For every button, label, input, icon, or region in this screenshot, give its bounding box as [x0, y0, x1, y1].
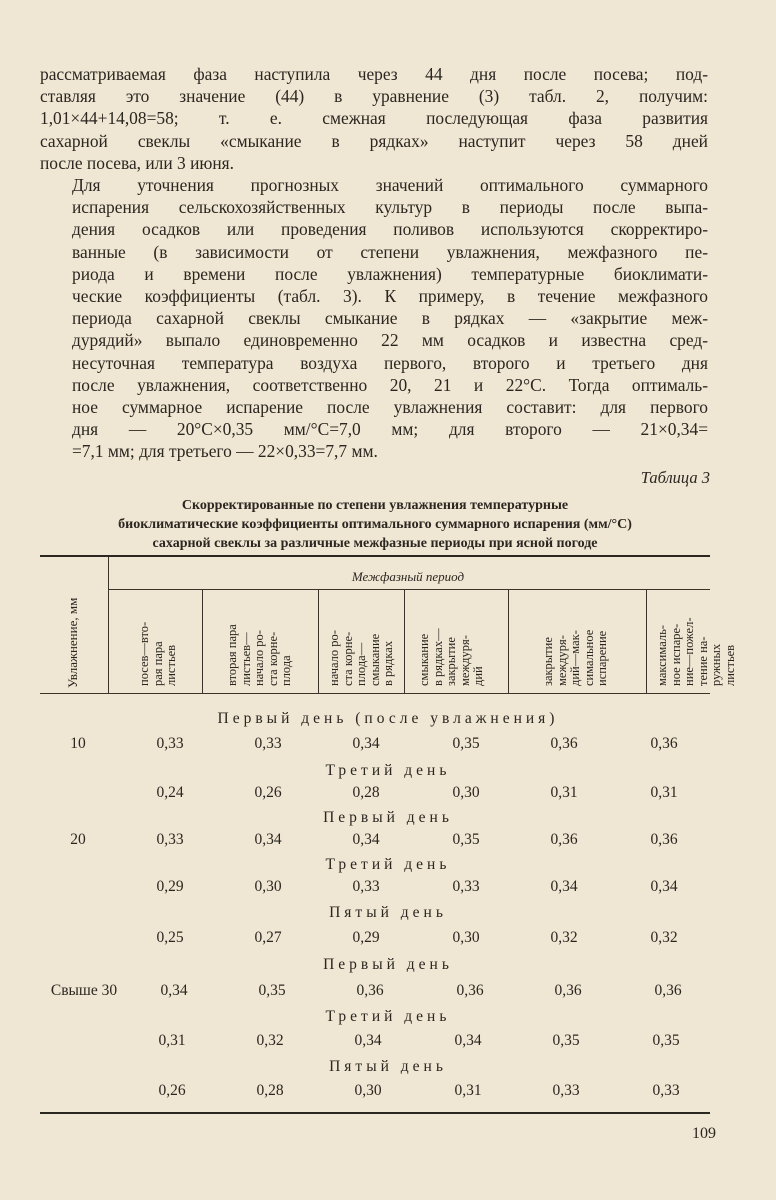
- table-cell: 0,30: [452, 784, 480, 801]
- header-line: в рядках: [381, 640, 395, 686]
- section-label: Первый день (после увлажнения): [217, 710, 559, 727]
- table-cell: 0,33: [156, 831, 184, 848]
- table-cell: 0,32: [650, 929, 678, 946]
- table-cell: 0,30: [354, 1082, 382, 1099]
- table-cell: 0,28: [256, 1082, 284, 1099]
- header-line: рая пара: [150, 641, 165, 686]
- header-line: максималь-: [655, 625, 669, 686]
- text-line: ванные (в зависимости от степени увлажнения, межфазного пе-: [72, 241, 708, 262]
- header-line: в рядках—: [430, 628, 445, 686]
- table-cell: 0,34: [254, 831, 282, 848]
- row-label: 10: [70, 735, 86, 752]
- text-line: ческие коэффициенты (табл. 3). К примеру, в течение межфазного: [72, 286, 708, 307]
- column-header-2: [226, 624, 294, 686]
- text-line: риода и времени после увлажнения) температурные биоклимати-: [72, 263, 708, 284]
- table-cell: 0,32: [550, 929, 578, 946]
- table-cell: 0,35: [452, 831, 480, 848]
- table-cell: 0,34: [160, 982, 188, 999]
- section-label: Пятый день: [329, 904, 447, 921]
- caption-line: Скорректированные по степени увлажнения температурные: [181, 498, 569, 513]
- header-line: плода: [279, 655, 293, 686]
- paragraph-2: [40, 174, 708, 463]
- table-cell: 0,36: [356, 982, 384, 999]
- column-divider: [508, 590, 509, 693]
- column-header-1: [138, 622, 179, 686]
- table-cell: 0,34: [550, 878, 578, 895]
- section-label: Первый день: [323, 809, 453, 826]
- header-line: ста корне-: [340, 631, 355, 686]
- header-line: листьев: [722, 644, 737, 686]
- column-divider: [318, 590, 319, 693]
- header-line: дий: [471, 666, 485, 686]
- header-line: тение на-: [695, 636, 710, 686]
- header-line: испарение: [595, 630, 609, 686]
- table-cell: 0,36: [650, 735, 678, 752]
- table-cell: 0,25: [156, 929, 184, 946]
- table-cell: 0,31: [454, 1082, 482, 1099]
- row-label: Свыше 30: [50, 982, 118, 999]
- table-cell: 0,36: [650, 831, 678, 848]
- table-cell: 0,36: [550, 735, 578, 752]
- section-label: Третий день: [325, 762, 451, 779]
- caption-line: сахарной свеклы за различные межфазные периоды при ясной погоде: [152, 536, 598, 551]
- table-cell: 0,30: [452, 929, 480, 946]
- table-number: Таблица 3: [640, 468, 710, 487]
- text-line: сахарной свеклы «смыкание в рядках» наступит через 58 дней: [40, 130, 708, 151]
- table-cell: 0,34: [352, 831, 380, 848]
- text-line: ставляя это значение (44) в уравнение (3) табл. 2, получим:: [40, 86, 708, 107]
- column-header-3: [328, 630, 396, 686]
- header-line: листьев—: [238, 632, 253, 686]
- column-divider: [404, 590, 405, 693]
- table-cell: 0,33: [652, 1082, 680, 1099]
- table-cell: 0,33: [254, 735, 282, 752]
- header-line: закрытие: [444, 637, 458, 686]
- header-line: закрытие: [541, 637, 555, 686]
- table-cell: 0,31: [550, 784, 578, 801]
- header-bottom-rule: [40, 693, 710, 694]
- section-label: Пятый день: [329, 1058, 447, 1075]
- group-header: Межфазный период: [351, 569, 465, 584]
- text-line: 1,01×44+14,08=58; т. е. смежная последующая фаза развития: [40, 108, 708, 129]
- table-cell: 0,35: [552, 1032, 580, 1049]
- table-top-rule: [40, 555, 710, 557]
- table-cell: 0,27: [254, 929, 282, 946]
- header-line: посев—вто-: [137, 621, 151, 686]
- header-line: ружных: [709, 643, 723, 686]
- table-cell: 0,30: [254, 878, 282, 895]
- table-cell: 0,34: [354, 1032, 382, 1049]
- section-label: Первый день: [323, 956, 453, 973]
- header-line: смыкание: [417, 633, 431, 686]
- table-cell: 0,31: [158, 1032, 186, 1049]
- header-line: листьев: [164, 644, 178, 686]
- text-line: дения осадков или проведения поливов используются скорректиро-: [72, 219, 708, 240]
- column-divider: [646, 590, 647, 693]
- column-header-4: [418, 628, 486, 686]
- column-divider: [202, 590, 203, 693]
- text-line: испарения сельскохозяйственных культур в периоды после выпа-: [72, 197, 708, 218]
- table-cell: 0,24: [156, 784, 184, 801]
- table-cell: 0,34: [650, 878, 678, 895]
- table-cell: 0,36: [456, 982, 484, 999]
- row-label: 20: [70, 831, 86, 848]
- table-cell: 0,29: [352, 929, 380, 946]
- header-line: вторая пара: [225, 624, 239, 686]
- table-bottom-rule: [40, 1112, 710, 1114]
- header-line: ние—пожел-: [682, 617, 696, 686]
- table-cell: 0,28: [352, 784, 380, 801]
- table-cell: 0,36: [654, 982, 682, 999]
- text-line: дурядий» выпало единовременно 22 мм осадков и известна сред-: [72, 330, 708, 351]
- header-line: смыкание: [367, 633, 382, 686]
- text-line: после посева, или 3 июня.: [40, 152, 235, 173]
- table-cell: 0,33: [552, 1082, 580, 1099]
- text-line: рассматриваемая фаза наступила через 44 дня после посева; под-: [40, 64, 708, 84]
- table-cell: 0,29: [156, 878, 184, 895]
- header-line: симальное: [581, 629, 596, 686]
- text-line: дня — 20°С×0,35 мм/°С=7,0 мм; для второго — 21×0,34=: [72, 419, 708, 440]
- table-cell: 0,36: [554, 982, 582, 999]
- column-header-6: [656, 618, 737, 686]
- header-line: междуря-: [457, 635, 472, 686]
- header-line: начало ро-: [327, 630, 341, 686]
- paragraph-1-text: [40, 63, 708, 174]
- table-cell: 0,34: [454, 1032, 482, 1049]
- text-line: периода сахарной свеклы смыкание в рядках — «закрытие меж-: [72, 308, 708, 329]
- section-label: Третий день: [325, 1008, 451, 1025]
- text-line: после увлажнения, соответственно 20, 21 и 22°С. Тогда оптималь-: [72, 374, 708, 395]
- table-cell: 0,33: [156, 735, 184, 752]
- header-line: плода—: [354, 642, 368, 686]
- section-label: Третий день: [325, 856, 451, 873]
- table-cell: 0,33: [452, 878, 480, 895]
- table-cell: 0,33: [352, 878, 380, 895]
- header-line: начало ро-: [252, 630, 266, 686]
- paragraph-2-text: [40, 174, 708, 463]
- header-line: междуря-: [554, 635, 569, 686]
- table-cell: 0,35: [258, 982, 286, 999]
- column-header-5: [542, 630, 610, 686]
- table-cell: 0,34: [352, 735, 380, 752]
- table-caption: [40, 496, 710, 553]
- table-cell: 0,35: [452, 735, 480, 752]
- group-header-rule: [108, 589, 710, 590]
- table-cell: 0,36: [550, 831, 578, 848]
- caption-line: биоклиматические коэффициенты оптимального суммарного испарения (мм/°С): [118, 517, 632, 532]
- text-line: ное суммарное испарение после увлажнения составит: для первого: [72, 397, 708, 418]
- header-line: ное испаре-: [668, 623, 683, 686]
- header-line: ста корне-: [265, 631, 280, 686]
- page-number: 109: [692, 1125, 716, 1142]
- table-cell: 0,35: [652, 1032, 680, 1049]
- header-line: дий—мак-: [568, 630, 582, 686]
- table-cell: 0,26: [254, 784, 282, 801]
- table-cell: 0,32: [256, 1032, 284, 1049]
- table-cell: 0,31: [650, 784, 678, 801]
- paragraph-1: [40, 63, 708, 174]
- text-line: Для уточнения прогнозных значений оптимального суммарного: [72, 175, 708, 195]
- table-cell: 0,26: [158, 1082, 186, 1099]
- row-header: Увлажнение, мм: [65, 597, 80, 688]
- text-line: несуточная температура воздуха первого, второго и третьего дня: [72, 352, 708, 373]
- text-line: =7,1 мм; для третьего — 22×0,33=7,7 мм.: [72, 441, 378, 462]
